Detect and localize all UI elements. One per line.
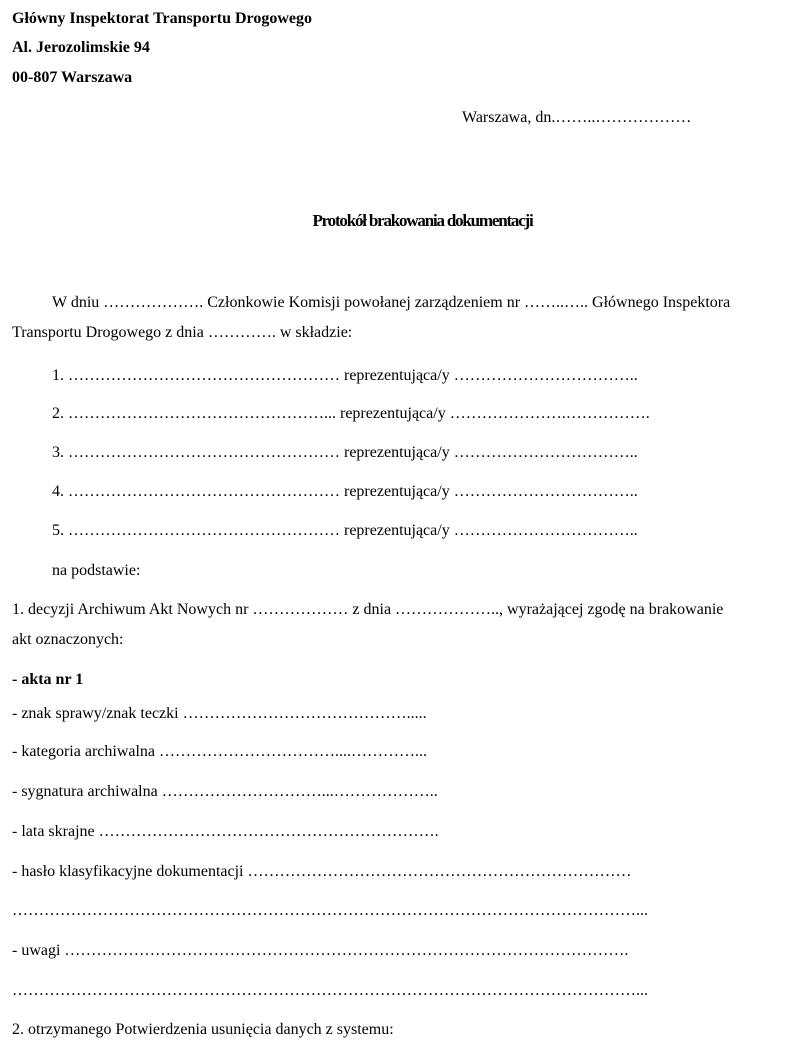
file-heading: - akta nr 1 — [12, 671, 84, 688]
intro-line-2: Transportu Drogowego z dnia …………. w składzie: — [12, 324, 353, 341]
header-street: Al. Jerozolimskie 94 — [12, 39, 150, 56]
member-line-5: 5. …………………………………………… reprezentująca/y …………………………….. — [52, 522, 638, 539]
point1-line-1: 1. decyzji Archiwum Akt Nowych nr ……………… z dnia ……………….., wyrażającej zgodę na brakowanie — [12, 601, 724, 618]
member-line-2: 2. …………………………………………... reprezentująca/y ………………….……………. — [52, 405, 650, 422]
field-keyword: - hasło klasyfikacyjne dokumentacji ……………………………………………………………… — [12, 863, 632, 880]
header-institution: Główny Inspektorat Transportu Drogowego — [12, 10, 313, 27]
point2-line: 2. otrzymanego Potwierdzenia usunięcia danych z systemu: — [12, 1021, 394, 1038]
header-city: 00-807 Warszawa — [12, 69, 133, 86]
field-category: - kategoria archiwalna ……………………………....…………... — [12, 743, 428, 760]
field-signature: - sygnatura archiwalna …………………………...……………….. — [12, 783, 438, 800]
field-remarks: - uwagi ……………………………………………………………………………………………. — [12, 942, 629, 959]
date-line: Warszawa, dn.……..……………… — [462, 109, 692, 126]
basis-label: na podstawie: — [52, 562, 141, 579]
member-line-3: 3. …………………………………………… reprezentująca/y …………………………….. — [52, 444, 638, 461]
intro-line-1: W dniu ………………. Członkowie Komisji powołanej zarządzeniem nr ……..….. Głównego Inspektora — [52, 294, 731, 311]
member-line-1: 1. …………………………………………… reprezentująca/y …………………………….. — [52, 367, 638, 384]
field-case-sign: - znak sprawy/znak teczki ……………………………………..... — [12, 705, 427, 722]
field-keyword-continuation: ………………………………………………………………………………………………………... — [12, 902, 648, 919]
point1-line-2: akt oznaczonych: — [12, 631, 124, 648]
document-title: Protokół brakowania dokumentacji — [312, 211, 533, 230]
member-line-4: 4. …………………………………………… reprezentująca/y …………………………….. — [52, 483, 638, 500]
field-remarks-continuation: ………………………………………………………………………………………………………... — [12, 982, 648, 999]
field-years: - lata skrajne ………………………………………………………. — [12, 823, 439, 840]
